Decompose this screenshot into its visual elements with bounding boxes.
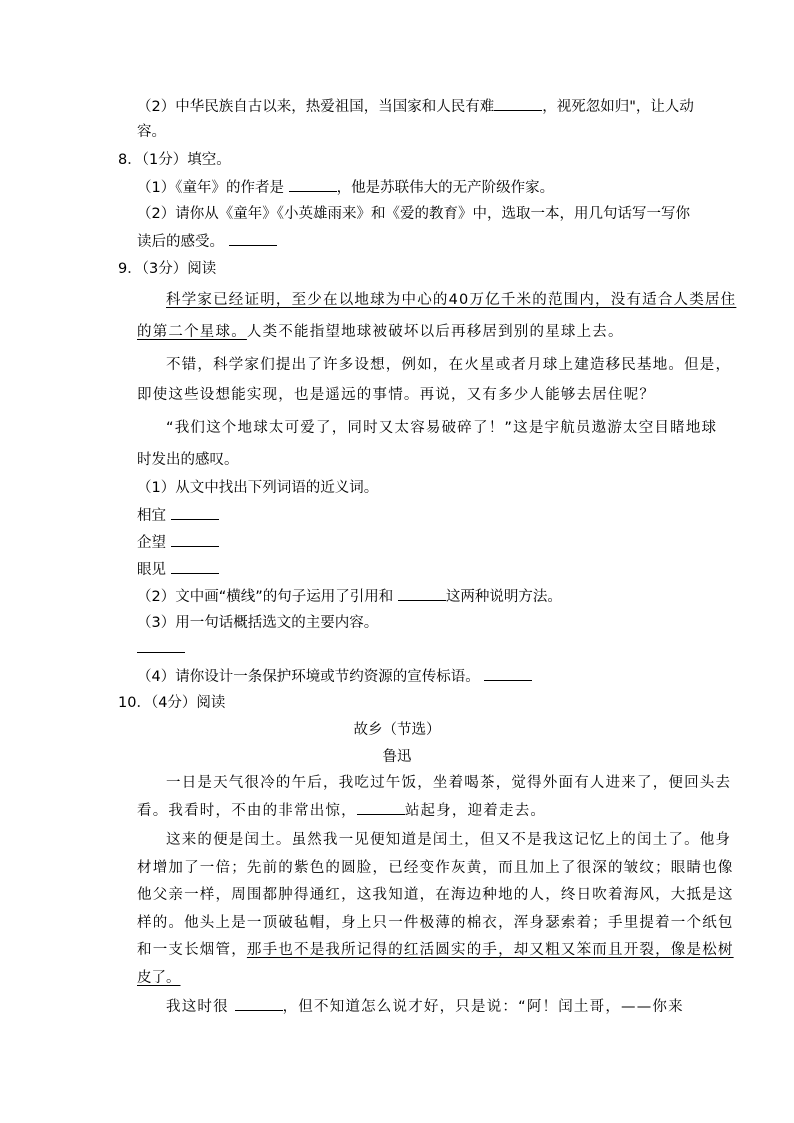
text: 企望 [137,535,171,551]
passage-line [137,800,546,821]
passage-line: 即使这些设想能实现，也是遥远的事情。再说，又有多少人能够去居住呢？ [137,387,656,403]
passage-line [166,996,684,1017]
answer-blank[interactable] [484,666,532,681]
text: 读后的感受。 [137,234,229,250]
answer-blank[interactable] [289,177,337,192]
text: ，但不知道怎么说才好，只是说：“阿！闰土哥，——你来 [282,999,684,1015]
question-8-heading: 8．（1分）填空。 [118,152,231,168]
passage-line [137,322,624,342]
passage-title: 故乡（节选） [353,722,441,738]
text: 眼见 [137,562,171,578]
text: 和一支长烟管， [137,942,247,958]
q9-part-3: （3）用一句话概括选文的主要内容。 [137,615,379,631]
text: 人类不能指望地球被破坏以后再移居到别的星球上去。 [246,324,624,340]
text: 我这时很 [166,999,235,1015]
passage-line: 样的。他头上是一顶破毡帽，身上只一件极薄的棉衣，浑身瑟索着；手里提着一个纸包 [137,915,734,931]
text: ，视死忽如归"，让人动 [542,99,694,115]
q9-word-3 [137,559,219,580]
underlined-sentence: 皮了。 [137,970,181,986]
passage-line: 这来的便是闰土。虽然我一见便知道是闰土，但又不是我这记忆上的闰土了。他身 [166,832,732,848]
answer-blank[interactable] [357,800,405,815]
q7-line-2 [137,96,694,117]
q9-word-1 [137,505,219,526]
text: 相宜 [137,508,171,524]
answer-blank[interactable] [171,532,219,547]
q9-part-2 [137,586,562,607]
answer-blank[interactable] [398,586,446,601]
q9-part-4 [137,666,532,687]
answer-blank[interactable] [229,231,277,246]
q9-word-2 [137,532,219,553]
underlined-sentence: 科学家已经证明，至少在以地球为中心的40万亿千米的范围内，没有适合人类居住 [166,292,737,308]
text: 看。我看时，不由的非常出惊， [137,803,357,819]
text: 这两种说明方法。 [445,589,562,605]
q9-part-3-answer [137,638,185,659]
passage-line: 他父亲一样，周围都肿得通红，这我知道，在海边种地的人，终日吹着海风，大抵是这 [137,887,734,903]
q9-part-1: （1）从文中找出下列词语的近义词。 [137,480,379,496]
underlined-sentence: 的第二个星球。 [137,324,247,340]
passage-line: 不错，科学家们提出了许多设想，例如，在火星或者月球上建造移民基地。但是， [166,357,732,373]
text: （4）请你设计一条保护环境或节约资源的宣传标语。 [137,669,485,685]
passage-line [137,940,734,960]
passage-line: “我们这个地球太可爱了，同时又太容易破碎了！”这是宇航员遨游太空目睹地球 [166,420,718,436]
answer-blank[interactable] [171,559,219,574]
passage-line: 一日是天气很冷的午后，我吃过午饭，坐着喝茶，觉得外面有人进来了，便回头去 [166,775,732,791]
answer-blank[interactable] [137,638,185,653]
passage-author: 鲁迅 [382,749,412,765]
question-10-heading: 10．（4分）阅读 [118,695,226,711]
text: （2）文中画“横线”的句子运用了引用和 [137,589,398,605]
text: 站起身，迎着走去。 [404,803,547,819]
passage-line [166,290,736,310]
text: （1）《童年》的作者是 [137,180,289,196]
q8-part-1 [137,177,554,198]
text: ，他是苏联伟大的无产阶级作家。 [336,180,555,196]
q8-part-2: （2）请你从《童年》《小英雄雨来》和《爱的教育》中，选取一本，用几句话写一写你 [137,206,690,222]
question-9-heading: 9．（3分）阅读 [118,261,217,277]
q7-line-3: 容。 [137,124,166,140]
passage-line [137,968,181,988]
answer-blank[interactable] [171,505,219,520]
q8-part-2-cont [137,231,277,252]
text: （2）中华民族自古以来，热爱祖国，当国家和人民有难 [137,99,495,115]
underlined-sentence: 那手也不是我所记得的红活圆实的手，却又粗又笨而且开裂，像是松树 [246,942,734,958]
passage-line: 时发出的感叹。 [137,452,239,468]
answer-blank[interactable] [494,96,542,111]
passage-line: 材增加了一倍；先前的紫色的圆脸，已经变作灰黄，而且加上了很深的皱纹；眼睛也像 [137,860,734,876]
answer-blank[interactable] [235,996,283,1011]
